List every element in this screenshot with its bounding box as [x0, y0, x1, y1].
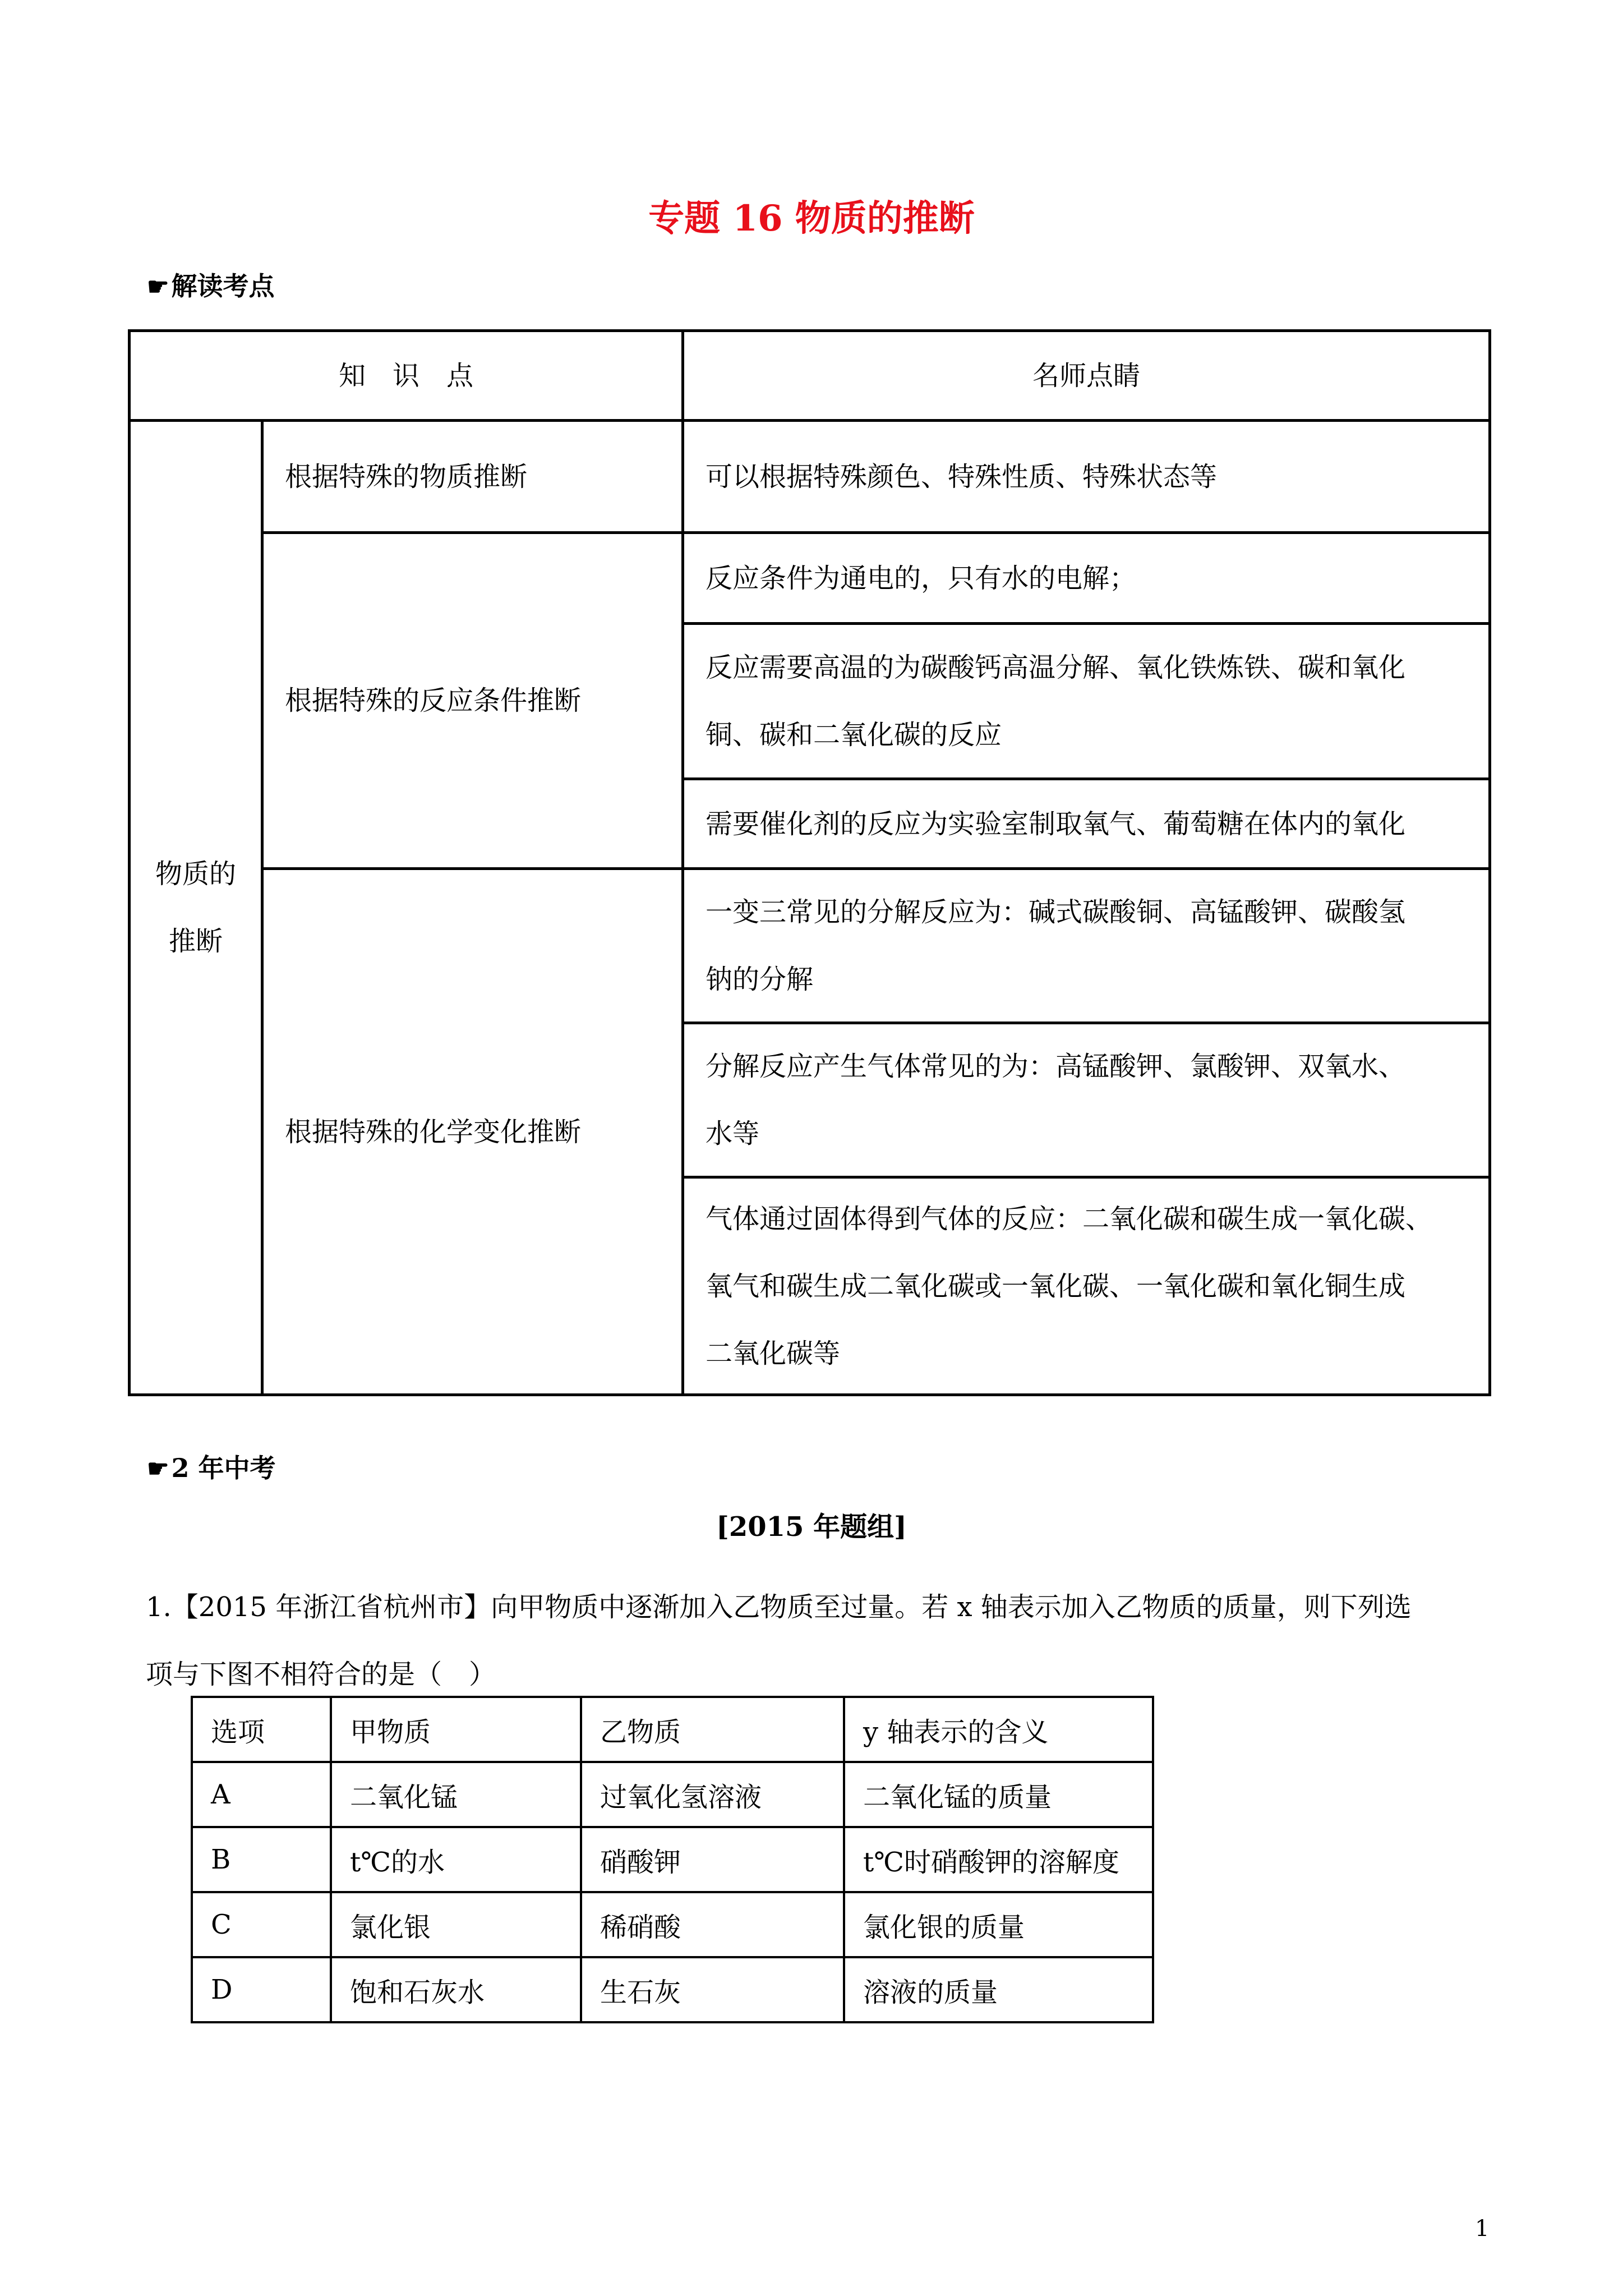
section-heading-exams — [147, 1450, 275, 1487]
pointing-hand-icon: ☛ — [147, 273, 169, 301]
page-number: 1 — [1475, 2216, 1490, 2242]
table-cell: D — [192, 1957, 331, 2022]
table-cell: 硝酸钾 — [581, 1827, 844, 1892]
table-cell: C — [192, 1892, 331, 1957]
tip-cell: 反应条件为通电的，只有水的电解； — [683, 533, 1490, 624]
table-cell: 饱和石灰水 — [331, 1957, 581, 2022]
table-cell: 二氧化锰的质量 — [844, 1762, 1153, 1827]
topic-cell: 根据特殊的反应条件推断 — [262, 533, 683, 869]
tip-line: 氧气和碳生成二氧化碳或一氧化碳、一氧化碳和氧化铜生成 — [706, 1270, 1406, 1302]
tip-line: 一变三常见的分解反应为：碱式碳酸铜、高锰酸钾、碳酸氢 — [706, 896, 1406, 928]
topic-cell: 根据特殊的化学变化推断 — [262, 869, 683, 1395]
table-header: 甲物质 — [331, 1697, 581, 1762]
table-cell: 氯化银 — [331, 1892, 581, 1957]
page-title: 专题 16 物质的推断 — [648, 197, 975, 240]
pointing-hand-icon: ☛ — [147, 1455, 169, 1483]
table-cell: 溶液的质量 — [844, 1957, 1153, 2022]
table-row — [192, 1762, 1153, 1827]
category-cell — [130, 421, 262, 1395]
header-teacher-tips: 名师点睛 — [683, 331, 1490, 421]
table-row — [192, 1957, 1153, 2022]
question-line: 1.【2015 年浙江省杭州市】向甲物质中逐渐加入乙物质至过量。若 x 轴表示加入乙物质的质量，则下列选 — [146, 1591, 1412, 1623]
table-cell: t℃的水 — [331, 1827, 581, 1892]
section-heading-interpretation — [147, 268, 274, 305]
tip-line: 分解反应产生气体常见的为：高锰酸钾、氯酸钾、双氧水、 — [706, 1051, 1406, 1082]
category-line: 推断 — [168, 926, 223, 957]
table-cell: 二氧化锰 — [331, 1762, 581, 1827]
tip-line: 钠的分解 — [706, 964, 814, 995]
header-knowledge-point: 知 识 点 — [130, 331, 683, 421]
table-cell: t℃时硝酸钾的溶解度 — [844, 1827, 1153, 1892]
table-row — [192, 1827, 1153, 1892]
tip-line: 水等 — [706, 1118, 760, 1149]
table-cell: 稀硝酸 — [581, 1892, 844, 1957]
table-cell: 过氧化氢溶液 — [581, 1762, 844, 1827]
group-heading: [2015 年题组] — [716, 1511, 907, 1543]
topic-cell: 根据特殊的物质推断 — [262, 421, 683, 533]
tip-cell — [683, 869, 1490, 1023]
table-cell: 氯化银的质量 — [844, 1892, 1153, 1957]
knowledge-table — [128, 329, 1491, 1396]
tip-line: 铜、碳和二氧化碳的反应 — [706, 719, 1002, 751]
table-cell: 生石灰 — [581, 1957, 844, 2022]
table-cell: A — [192, 1762, 331, 1827]
tip-line: 二氧化碳等 — [706, 1337, 841, 1369]
tip-line: 气体通过固体得到气体的反应：二氧化碳和碳生成一氧化碳、 — [706, 1203, 1433, 1235]
tip-cell: 可以根据特殊颜色、特殊性质、特殊状态等 — [683, 421, 1490, 533]
table-row — [192, 1892, 1153, 1957]
section-label: 2 年中考 — [171, 1453, 276, 1483]
tip-cell — [683, 624, 1490, 779]
tip-cell — [683, 1023, 1490, 1177]
question-1-text — [146, 1573, 1503, 1708]
tip-cell — [683, 1177, 1490, 1395]
tip-cell: 需要催化剂的反应为实验室制取氧气、葡萄糖在体内的氧化 — [683, 779, 1490, 869]
question-line: 项与下图不相符合的是（ ） — [146, 1659, 496, 1690]
table-cell: B — [192, 1827, 331, 1892]
table-header: y 轴表示的含义 — [844, 1697, 1153, 1762]
question-1-table — [191, 1696, 1154, 2023]
tip-line: 反应需要高温的为碳酸钙高温分解、氧化铁炼铁、碳和氧化 — [706, 652, 1406, 683]
table-header: 乙物质 — [581, 1697, 844, 1762]
section-label: 解读考点 — [171, 271, 275, 301]
category-line: 物质的 — [155, 858, 236, 890]
table-header: 选项 — [192, 1697, 331, 1762]
